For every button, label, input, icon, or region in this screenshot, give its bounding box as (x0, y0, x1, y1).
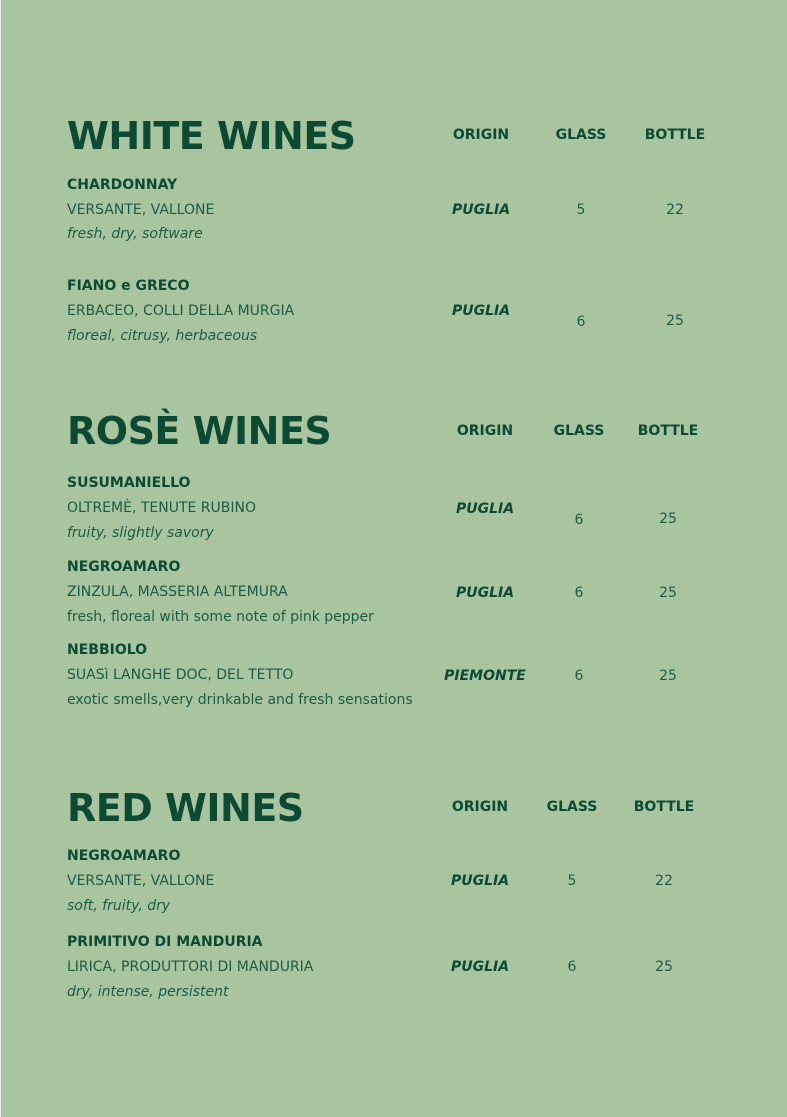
wine-name: NEGROAMARO (67, 559, 181, 575)
red-origin-header: ORIGIN (451, 799, 509, 815)
wine-origin: PUGLIA (455, 501, 515, 517)
wine-name: FIANO e GRECO (67, 278, 190, 294)
wine-notes: exotic smells,very drinkable and fresh sensations (67, 692, 413, 708)
wine-notes: dry, intense, persistent (67, 984, 229, 1000)
wine-origin: PIEMONTE (444, 668, 526, 684)
wine-origin: PUGLIA (455, 585, 515, 601)
wine-origin: PUGLIA (450, 959, 510, 975)
wine-name: NEGROAMARO (67, 848, 181, 864)
wine-producer: ZINZULA, MASSERIA ALTEMURA (67, 584, 288, 600)
wine-producer: OLTREMÈ, TENUTE RUBINO (67, 500, 257, 516)
wine-notes: fresh, dry, software (67, 226, 203, 242)
wine-name: NEBBIOLO (67, 642, 148, 658)
wine-producer: VERSANTE, VALLONE (67, 202, 215, 218)
wine-bottle-price: 22 (666, 202, 684, 218)
rose-wines-title: ROSÈ WINES (67, 409, 332, 453)
white-wines-title: WHITE WINES (67, 114, 356, 158)
white-bottle-header: BOTTLE (644, 127, 706, 143)
red-bottle-header: BOTTLE (633, 799, 695, 815)
wine-notes: soft, fruity, dry (67, 898, 171, 914)
wine-glass-price: 6 (576, 314, 586, 330)
rose-origin-header: ORIGIN (456, 423, 514, 439)
wine-bottle-price: 25 (666, 313, 684, 329)
wine-origin: PUGLIA (451, 202, 511, 218)
wine-bottle-price: 25 (655, 959, 673, 975)
white-origin-header: ORIGIN (452, 127, 510, 143)
wine-producer: ERBACEO, COLLI DELLA MURGIA (67, 303, 295, 319)
rose-bottle-header: BOTTLE (637, 423, 699, 439)
wine-notes: fresh, floreal with some note of pink pepper (67, 609, 374, 625)
wine-origin: PUGLIA (451, 303, 511, 319)
wine-glass-price: 5 (567, 873, 577, 889)
page-edge (0, 0, 1, 1117)
wine-glass-price: 6 (574, 512, 584, 528)
rose-glass-header: GLASS (553, 423, 605, 439)
wine-producer: SUASì LANGHE DOC, DEL TETTO (67, 667, 294, 683)
white-glass-header: GLASS (555, 127, 607, 143)
wine-glass-price: 6 (574, 585, 584, 601)
wine-notes: fruity, slightly savory (67, 525, 214, 541)
red-wines-title: RED WINES (67, 786, 304, 830)
red-glass-header: GLASS (546, 799, 598, 815)
wine-origin: PUGLIA (450, 873, 510, 889)
wine-bottle-price: 25 (659, 668, 677, 684)
wine-bottle-price: 25 (659, 585, 677, 601)
wine-glass-price: 6 (574, 668, 584, 684)
wine-notes: floreal, citrusy, herbaceous (67, 328, 258, 344)
wine-name: PRIMITIVO DI MANDURIA (67, 934, 263, 950)
wine-name: SUSUMANIELLO (67, 475, 191, 491)
wine-producer: LIRICA, PRODUTTORI DI MANDURIA (67, 959, 314, 975)
wine-producer: VERSANTE, VALLONE (67, 873, 215, 889)
wine-name: CHARDONNAY (67, 177, 178, 193)
wine-bottle-price: 25 (659, 511, 677, 527)
wine-glass-price: 5 (576, 202, 586, 218)
wine-bottle-price: 22 (655, 873, 673, 889)
wine-glass-price: 6 (567, 959, 577, 975)
